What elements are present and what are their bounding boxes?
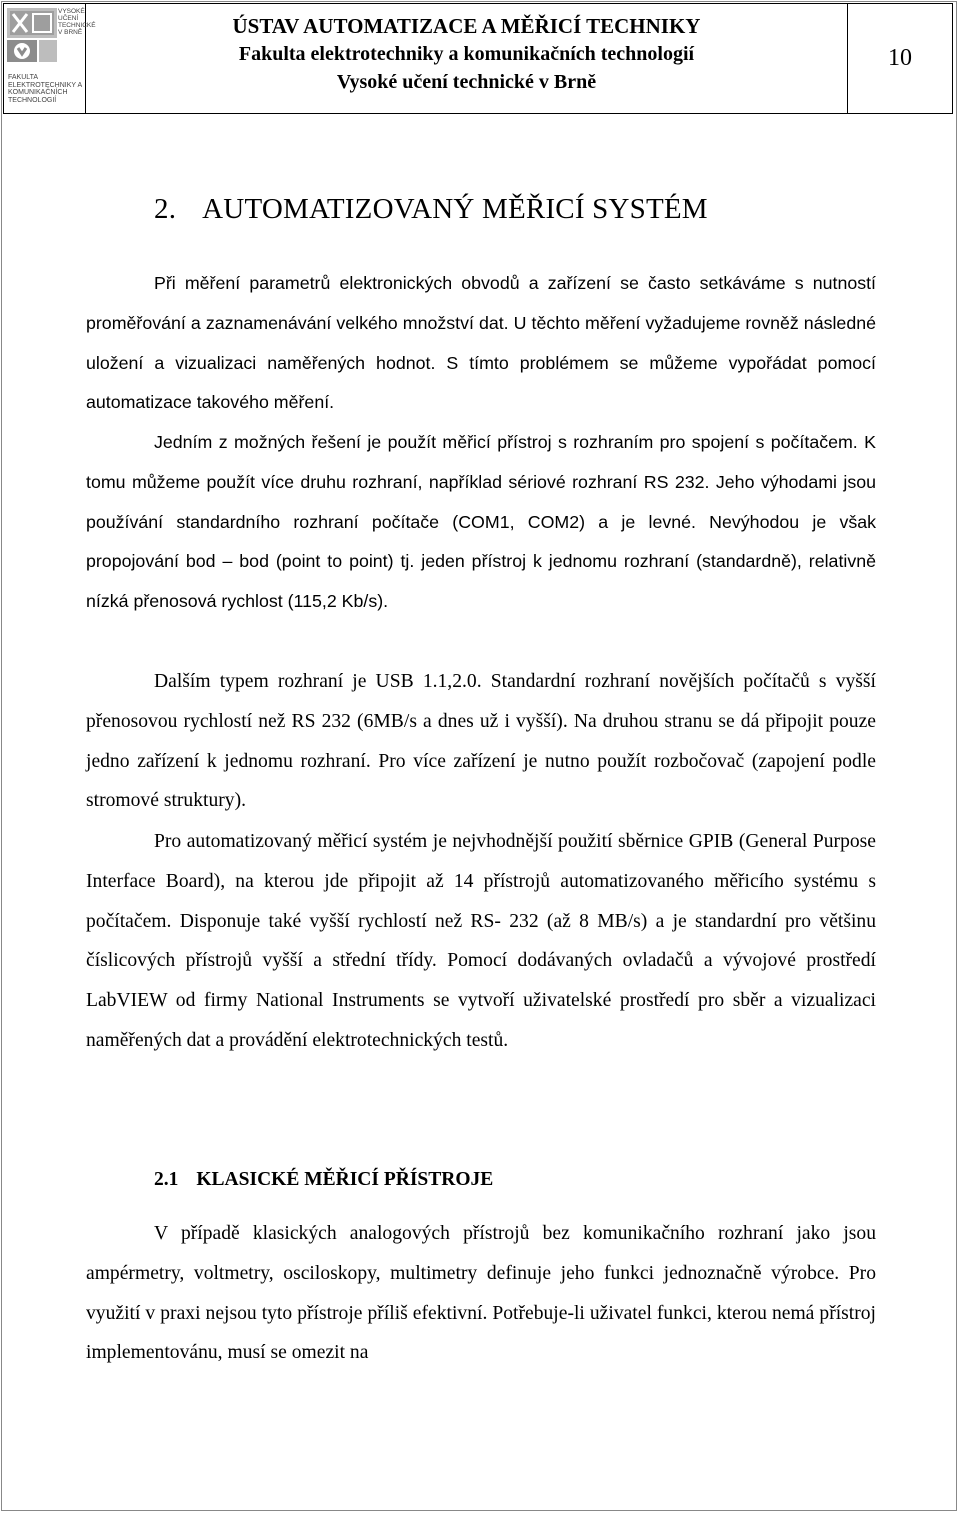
subsection-paragraph-1: V případě klasických analogových přístrojů bez komunikačního rozhraní jako jsou ampérmetry, voltmetry, osciloskopy, multimetry definuje jeho funkci jednoznačně výrobce. Pro využití v praxi nejsou tyto přístroje příliš efektivní. Potřebuje-li uživatel funkci, kterou nemá přístroj implementovánu, musí se omezit na [86,1223,876,1364]
header-titles [86,4,848,113]
university-logo [4,4,96,113]
subsection-heading [154,1169,493,1191]
logo-faculty-text: FAKULTA ELEKTROTECHNIKY A KOMUNIKAČNÍCH TECHNOLOGIÍ [8,74,82,104]
university-name: Vysoké učení technické v Brně [336,71,597,93]
section-title: AUTOMATIZOVANÝ MĚŘICÍ SYSTÉM [202,193,708,225]
subsection-title: KLASICKÉ MĚŘICÍ PŘÍSTROJE [196,1169,494,1190]
logo-university-text: VYSOKÉ UČENÍ TECHNICKÉ V BRNĚ [58,8,96,36]
section-heading [154,193,708,226]
section-number: 2. [154,193,177,225]
page-header [3,3,953,114]
subsection-number: 2.1 [154,1169,179,1190]
paragraph-1: Při měření parametrů elektronických obvodů a zařízení se často setkáváme s nutností proměřování a zaznamenávání velkého množství dat. U těchto měření vyžadujeme rovněž následné uložení a vizualizaci naměřených hodnot. S tímto problémem se můžeme vypořádat pomocí automatizace takového měření. [86,273,876,413]
paragraph-2: Jedním z možných řešení je použít měřicí přístroj s rozhraním pro spojení s počítačem. K tomu můžeme použít více druhu rozhraní, například sériové rozhraní RS 232. Jeho výhodami jsou používání standardního rozhraní počítače (COM1, COM2) a je levné. Nevýhodou je však propojování bod – bod (point to point) tj. jeden přístroj k jednomu rozhraní (standardně), relativně nízká přenosová rychlost (115,2 Kb/s). [86,432,876,612]
paragraph-3: Dalším typem rozhraní je USB 1.1,2.0. Standardní rozhraní novějších počítačů s vyšší přenosovou rychlostí než RS 232 (6MB/s a dnes už i vyšší). Na druhou stranu se dá připojit pouze jedno zařízení k jednomu rozhraní. Pro více zařízení je nutno použít rozbočovač (zapojení podle stromové struktury). [86,671,876,812]
page-number: 10 [888,45,912,71]
paragraph-4: Pro automatizovaný měřicí systém je nejvhodnější použití sběrnice GPIB (General Purpose Interface Board), na kterou jde připojit až 14 přístrojů automatizovaného měřicího systému s počítačem. Disponuje také vyšší rychlostí než RS- 232 (až 8 MB/s) a je standardní pro většinu číslicových přístrojů vyšší a střední třídy. Pomocí dodávaných ovladačů a vývojové prostředí LabVIEW od firmy National Instruments se vytvoří uživatelské prostředí pro sběr a vizualizaci naměřených dat a provádění elektrotechnických testů. [86,831,876,1051]
institute-name: ÚSTAV AUTOMATIZACE A MĚŘICÍ TECHNIKY [232,14,701,38]
faculty-name: Fakulta elektrotechniky a komunikačních technologií [238,43,695,65]
